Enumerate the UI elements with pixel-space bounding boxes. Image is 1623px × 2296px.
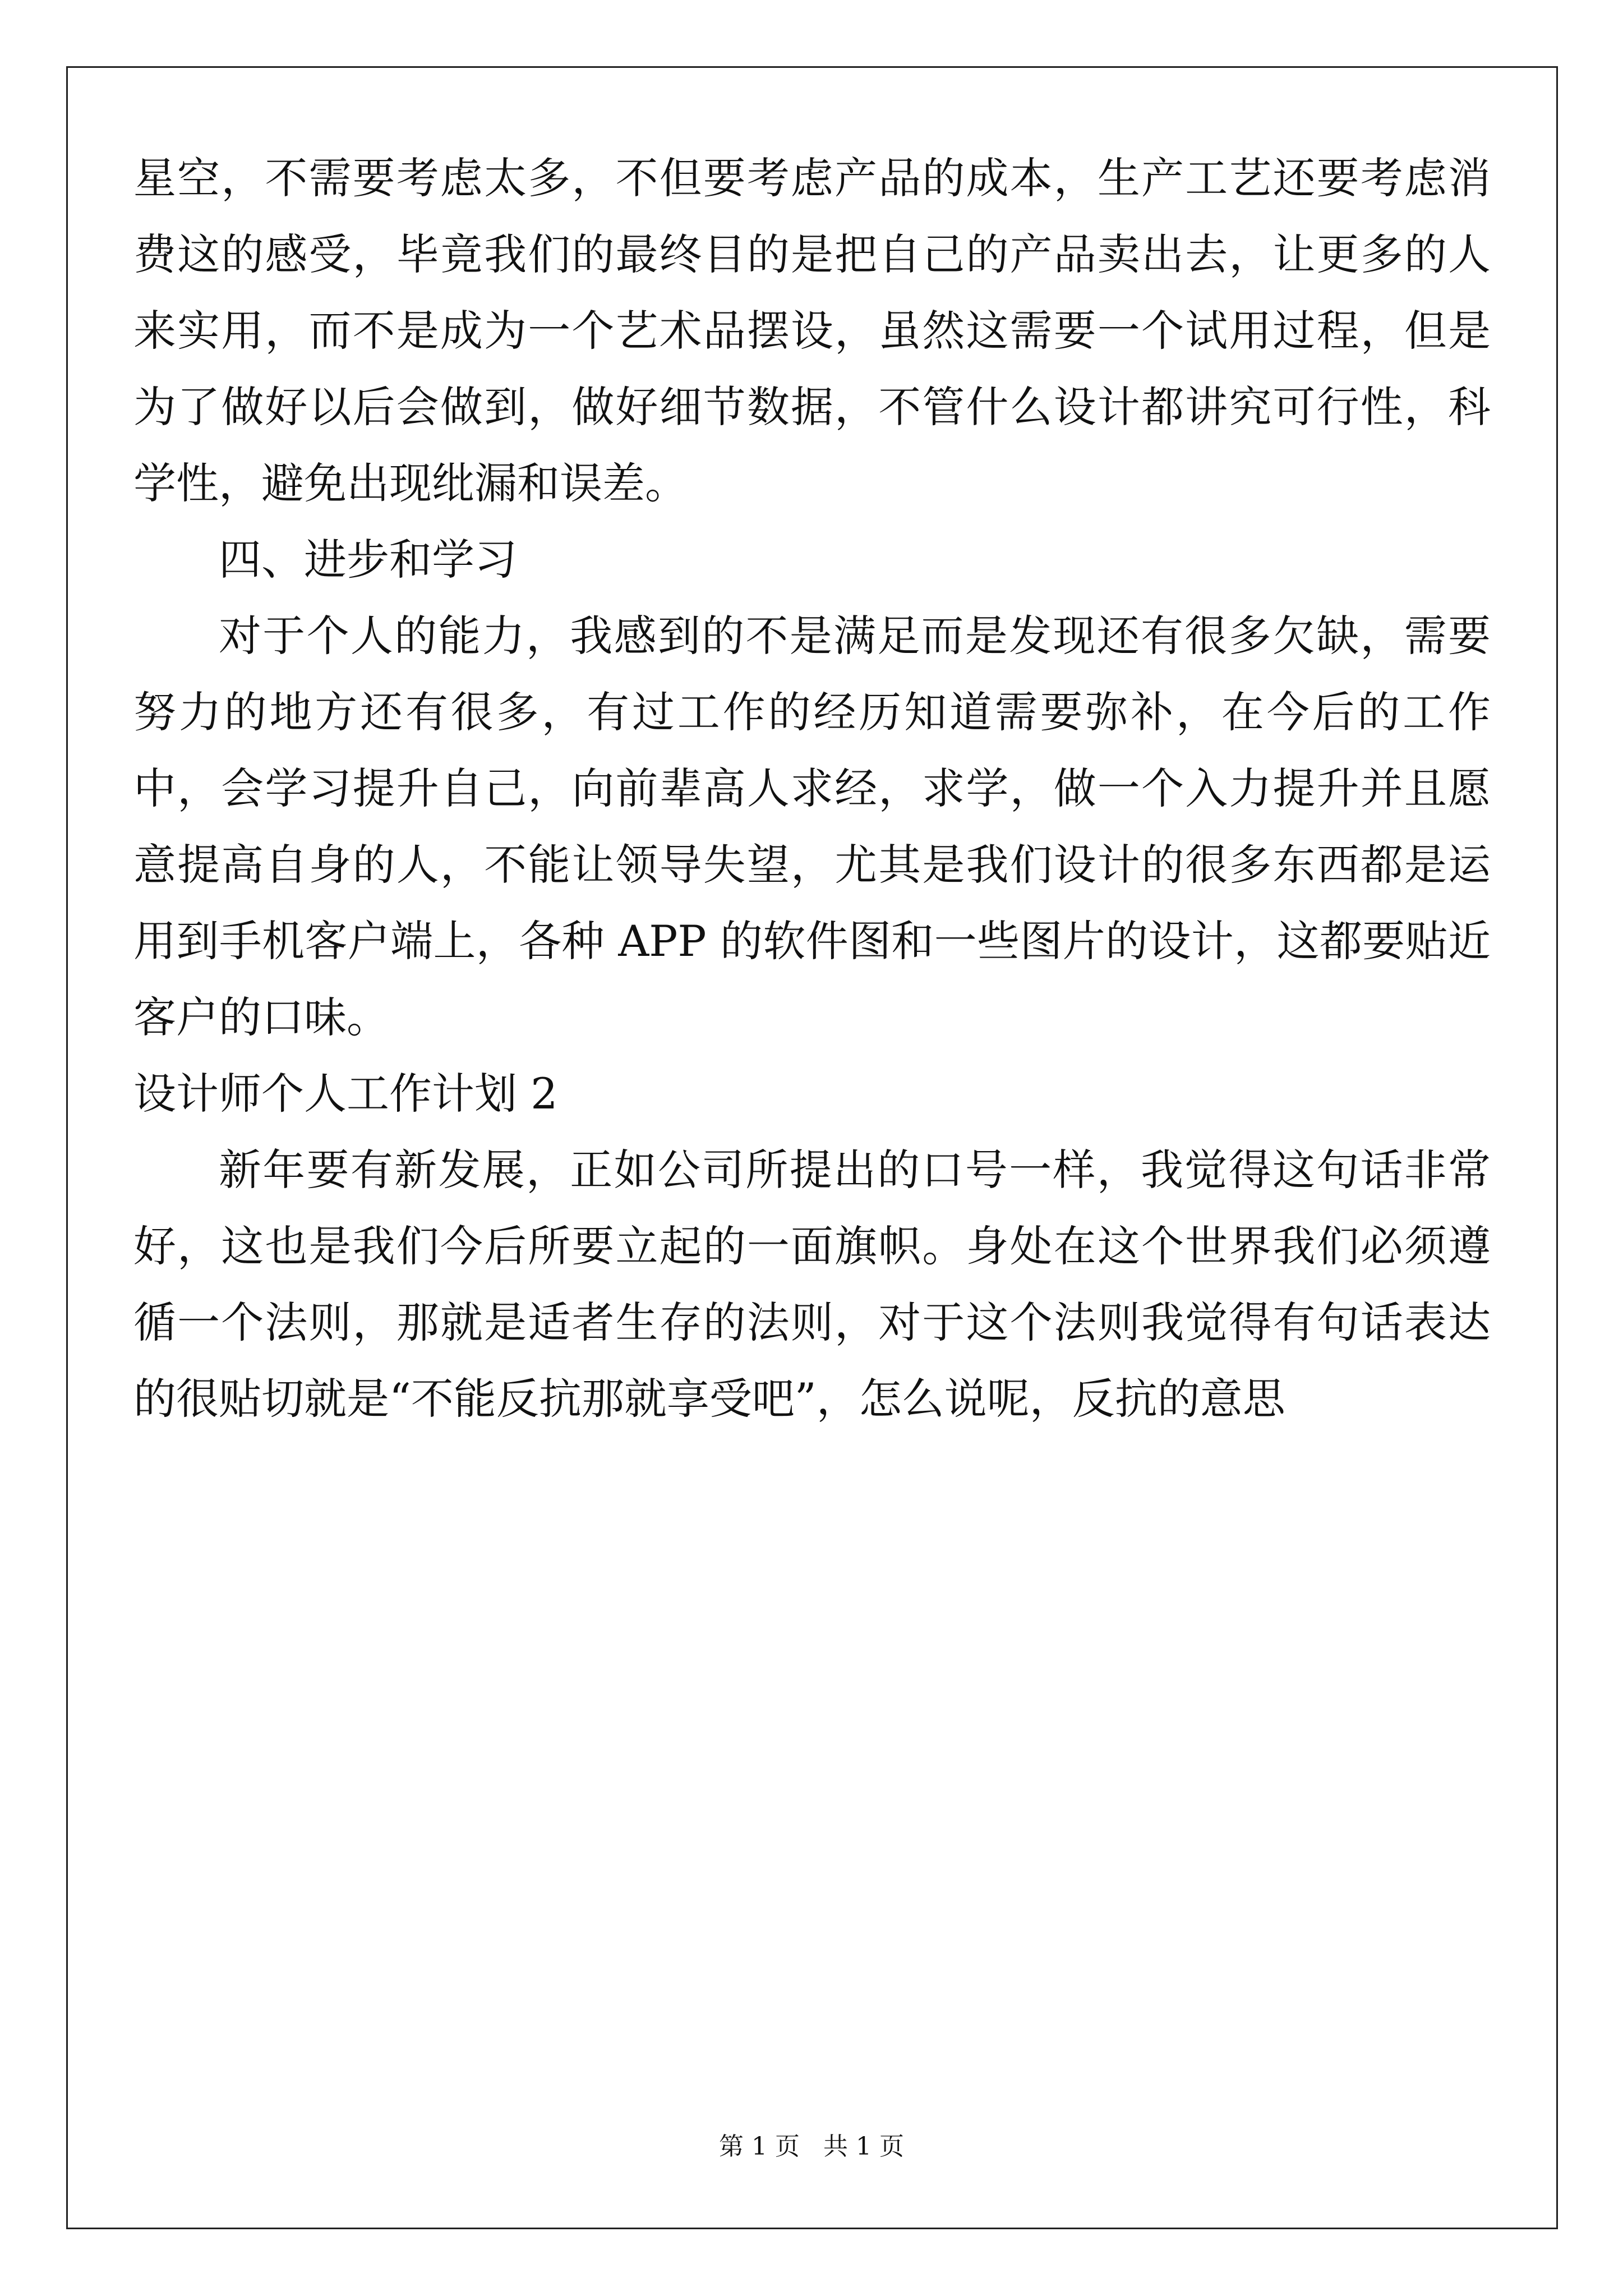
- document-title: 设计师个人工作计划 2: [133, 1069, 558, 1119]
- paragraph-continuation: 星空，不需要考虑太多，不但要考虑产品的成本，生产工艺还要考虑消费这的感受，毕竟我们的最终目的是把自己的产品卖出去，让更多的人来实用，而不是成为一个艺术品摆设，虽然这需要一个试用过程，但是为了做好以后会做到，做好细节数据，不管什么设计都讲究可行性，科学性，避免出现纰漏和误差。: [133, 153, 1491, 508]
- paragraph-new-year: 新年要有新发展，正如公司所提出的口号一样，我觉得这句话非常好，这也是我们今后所要立起的一面旗帜。身处在这个世界我们必须遵循一个法则，那就是适者生存的法则，对于这个法则我觉得有句话表达的很贴切就是“不能反抗那就享受吧”，怎么说呢，反抗的意思: [133, 1145, 1491, 1424]
- page-footer: 第 1 页 共 1 页: [719, 2132, 904, 2161]
- paragraph-learning: 对于个人的能力，我感到的不是满足而是发现还有很多欠缺，需要努力的地方还有很多，有过工作的经历知道需要弥补，在今后的工作中，会学习提升自己，向前辈高人求经，求学，做一个入力提升并且愿意提高自身的人，不能让领导失望，尤其是我们设计的很多东西都是运用到手机客户端上，各种 APP 的软件图和一些图片的设计，这都要贴近客户的口味。: [133, 611, 1491, 1042]
- section-heading: 四、进步和学习: [219, 535, 517, 585]
- document-body: [133, 140, 1491, 1437]
